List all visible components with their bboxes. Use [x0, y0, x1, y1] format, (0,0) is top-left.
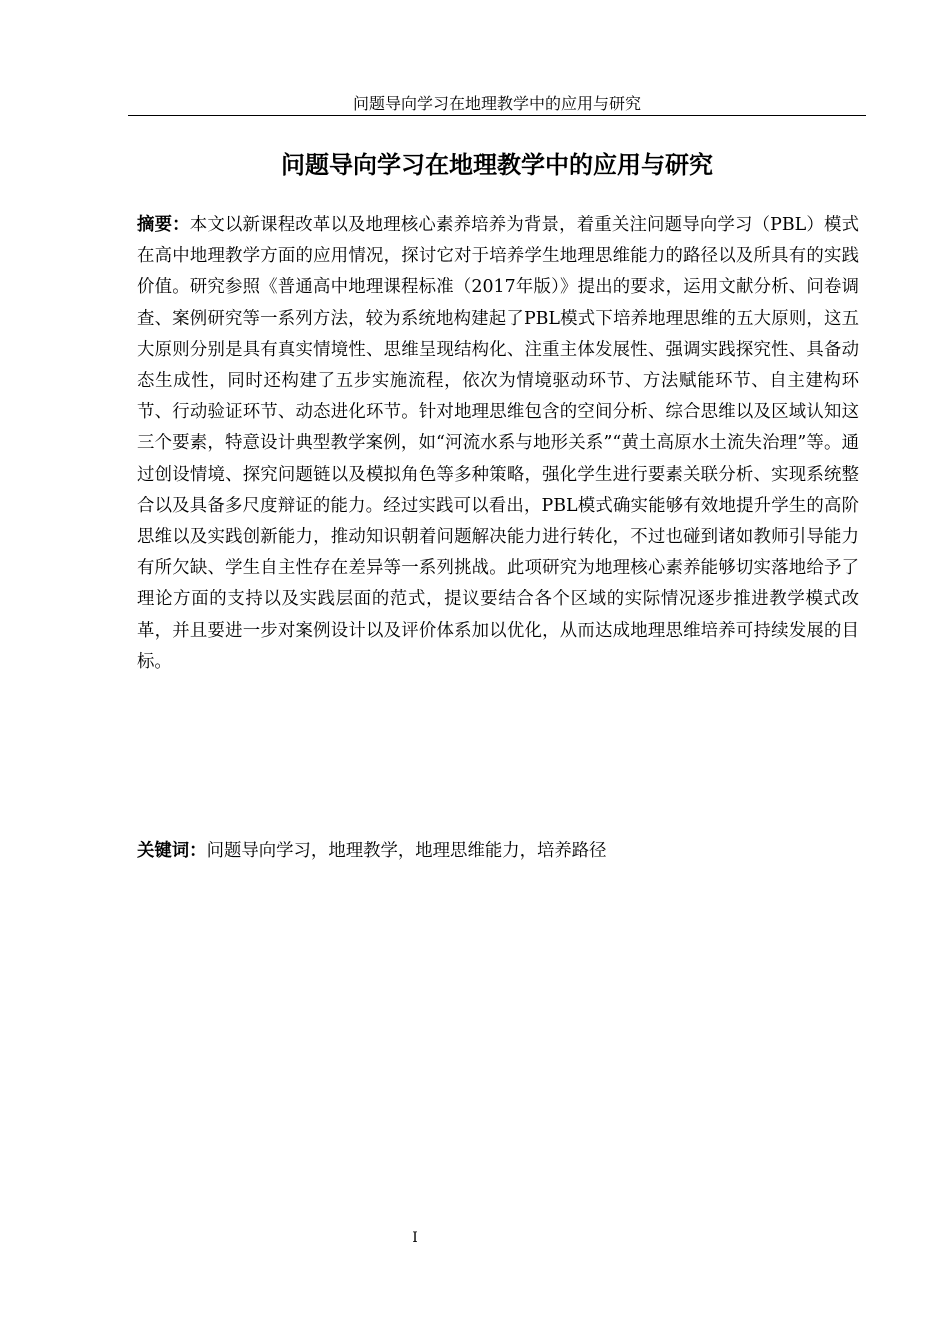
page-number: I	[412, 1230, 418, 1246]
abstract-label: 摘要：	[137, 215, 190, 235]
keywords-text: 问题导向学习，地理教学，地理思维能力，培养路径	[206, 841, 607, 861]
keywords-label: 关键词：	[137, 841, 207, 861]
abstract-paragraph	[137, 210, 859, 678]
document-title: 问题导向学习在地理教学中的应用与研究	[281, 151, 713, 179]
keywords-line	[137, 836, 859, 867]
header-rule	[128, 115, 866, 116]
abstract-text: 本文以新课程改革以及地理核心素养培养为背景，着重关注问题导向学习（PBL）模式在高中地理教学方面的应用情况，探讨它对于培养学生地理思维能力的路径以及所具有的实践价值。研究参照《普通高中地理课程标准（2017年版）》提出的要求，运用文献分析、问卷调查、案例研究等一系列方法，较为系统地构建起了PBL模式下培养地理思维的五大原则，这五大原则分别是具有真实情境性、思维呈现结构化、注重主体发展性、强调实践探究性、具备动态生成性，同时还构建了五步实施流程，依次为情境驱动环节、方法赋能环节、自主建构环节、行动验证环节、动态进化环节。针对地理思维包含的空间分析、综合思维以及区域认知这三个要素，特意设计典型教学案例，如“河流水系与地形关系”“黄土高原水土流失治理”等。通过创设情境、探究问题链以及模拟角色等多种策略，强化学生进行要素关联分析、实现系统整合以及具备多尺度辩证的能力。经过实践可以看出，PBL模式确实能够有效地提升学生的高阶思维以及实践创新能力，推动知识朝着问题解决能力进行转化，不过也碰到诸如教师引导能力有所欠缺、学生自主性存在差异等一系列挑战。此项研究为地理核心素养能够切实落地给予了理论方面的支持以及实践层面的范式，提议要结合各个区域的实际情况逐步推进教学模式改革，并且要进一步对案例设计以及评价体系加以优化，从而达成地理思维培养可持续发展的目标。	[137, 215, 859, 672]
running-header: 问题导向学习在地理教学中的应用与研究	[352, 94, 641, 113]
